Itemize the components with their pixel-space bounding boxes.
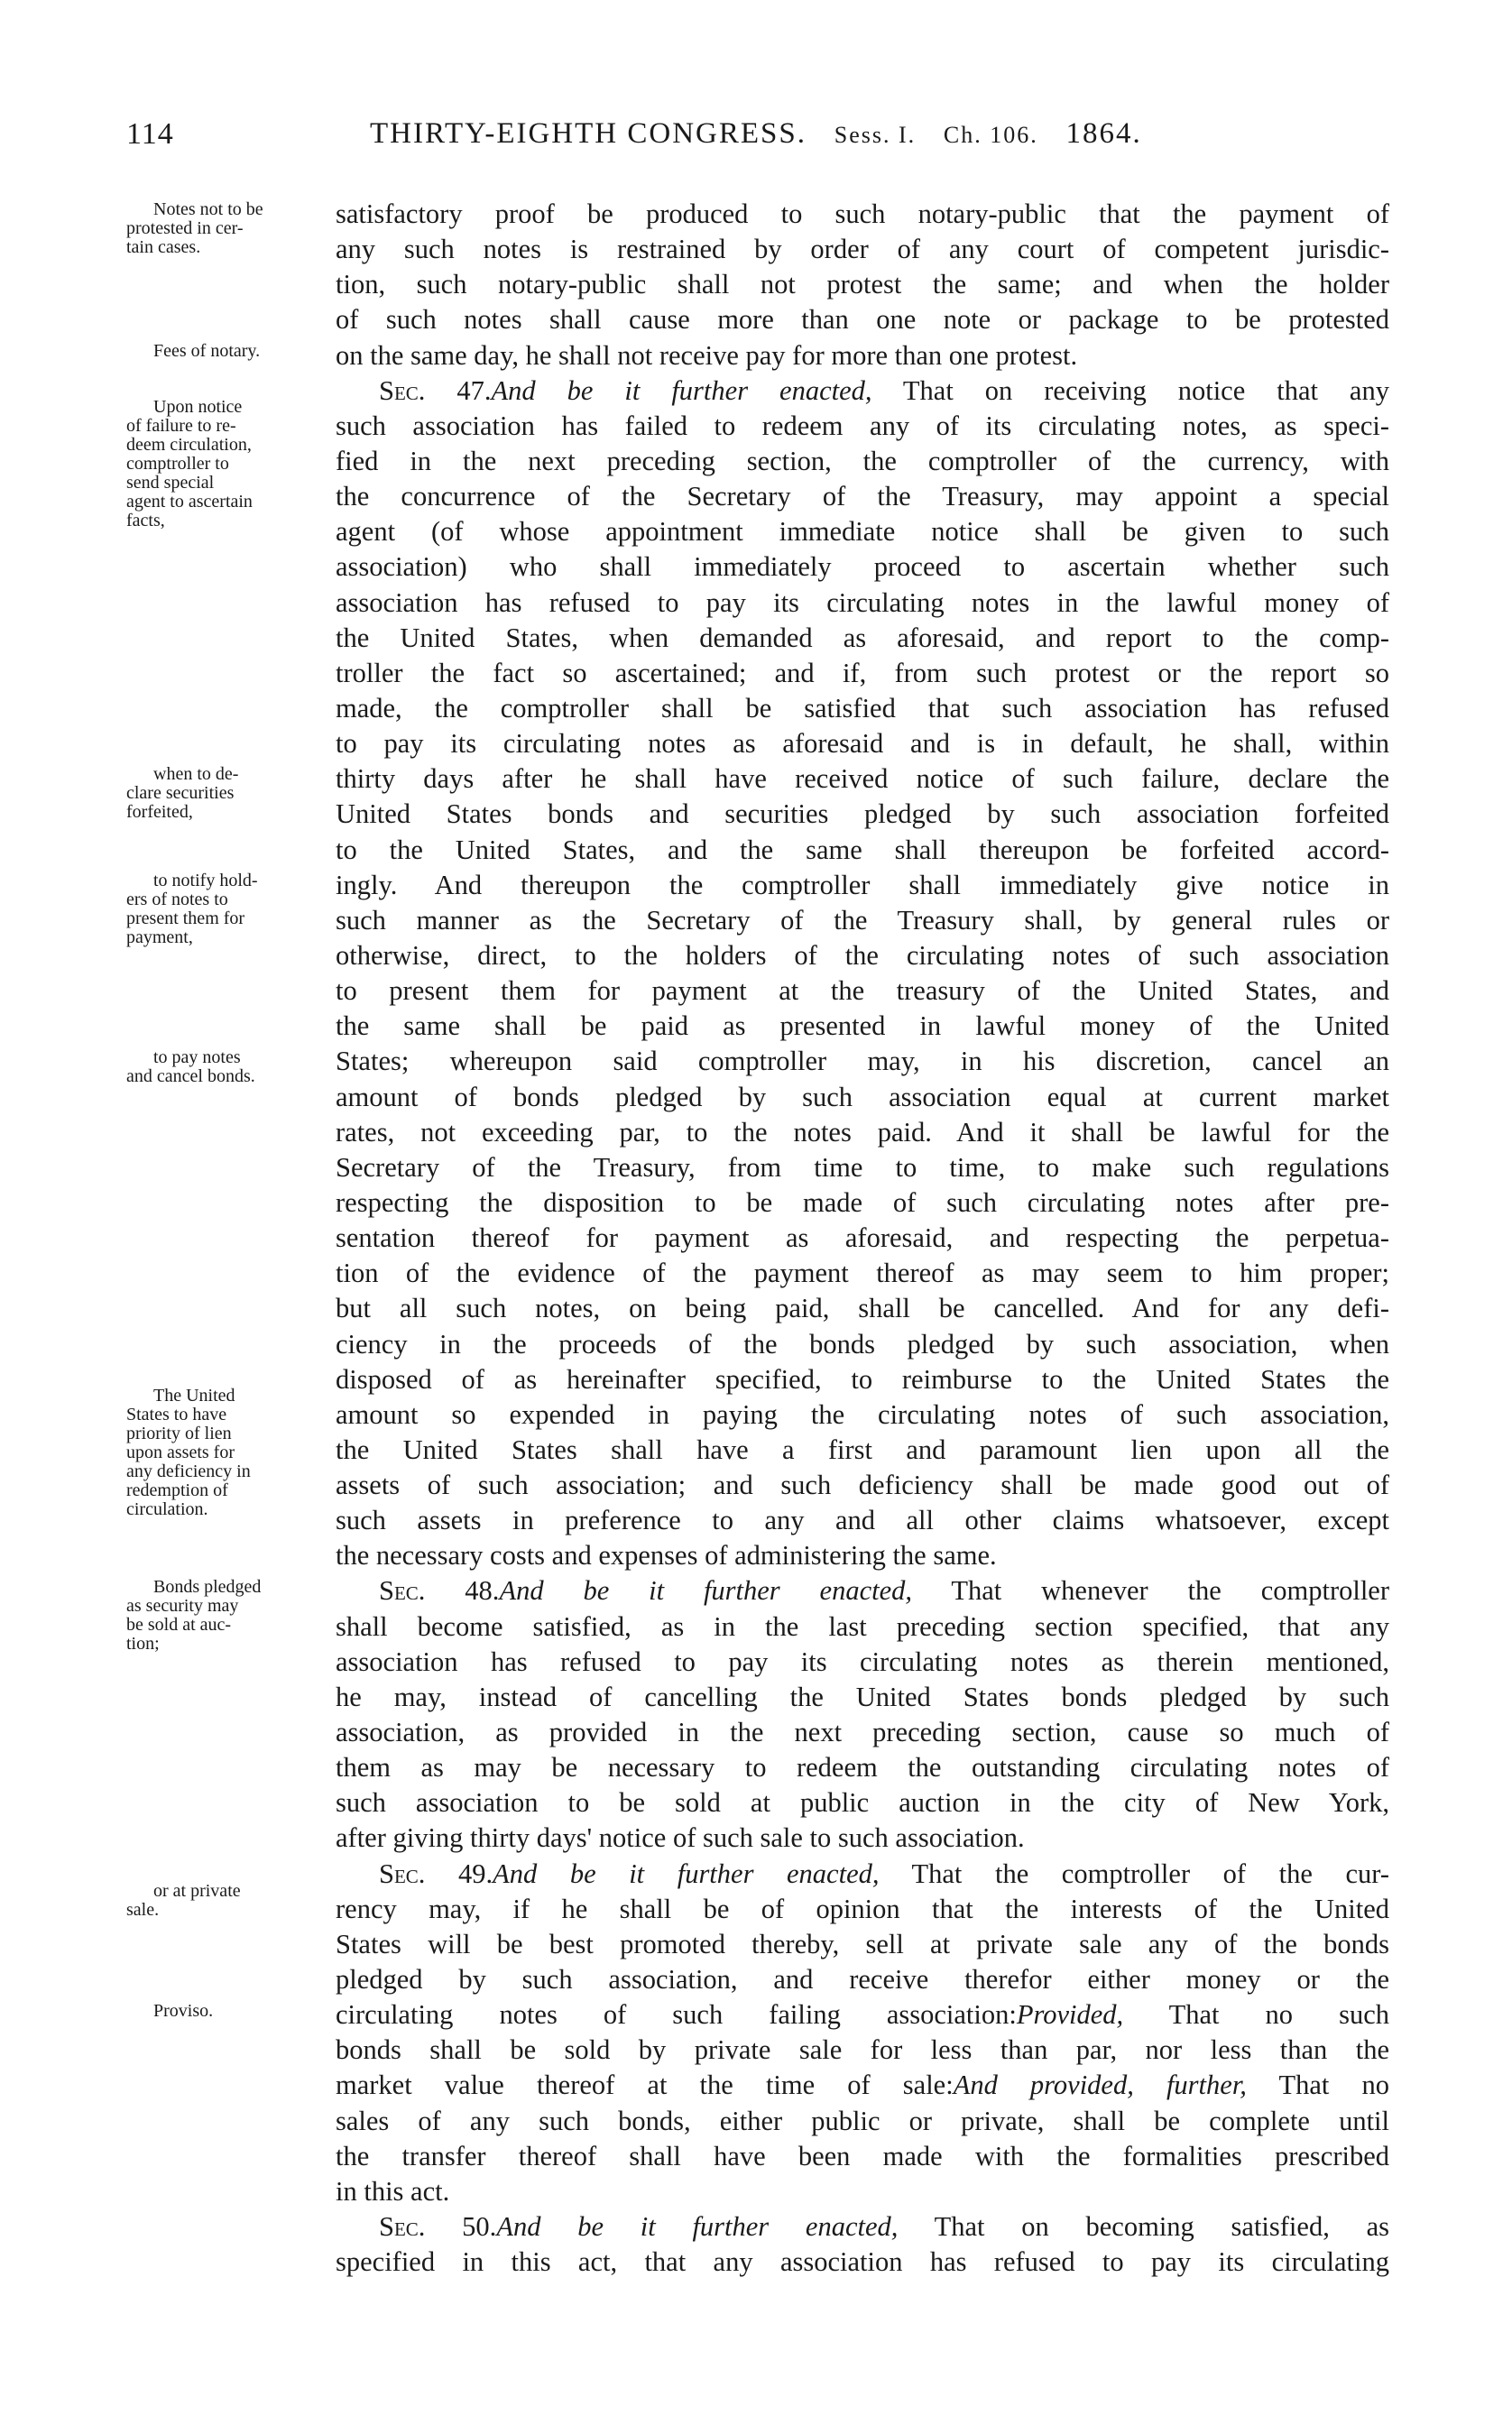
text-line xyxy=(126,1256,1389,1291)
text-line xyxy=(126,1291,1389,1326)
text-line xyxy=(126,1115,1389,1150)
chapter: Ch. 106. xyxy=(943,122,1038,148)
body-line: Sec. 48.And be it further enacted, That whenever the comptroller xyxy=(379,1575,1389,1607)
body-line: Sec. 49.And be it further enacted, That the comptroller of the cur- xyxy=(379,1858,1389,1889)
body-line: made, the comptroller shall be satisfied that such association has refused xyxy=(336,692,1389,724)
body-line: ciency in the proceeds of the bonds pledged by such association, when xyxy=(336,1328,1389,1360)
text-line xyxy=(126,2245,1389,2280)
body-line: agent (of whose appointment immediate notice shall be given to such xyxy=(336,516,1389,548)
section-number: Sec. 50. xyxy=(379,2211,497,2243)
body-line: sales of any such bonds, either public or private, shall be complete until xyxy=(336,2105,1389,2136)
text-line xyxy=(126,549,1389,585)
body-line: the transfer thereof shall have been made with the formalities prescribed xyxy=(336,2140,1389,2171)
text-line xyxy=(126,1221,1389,1256)
text-line xyxy=(126,1821,1389,1856)
text-line xyxy=(126,1150,1389,1185)
text-line xyxy=(126,726,1389,761)
margin-note: Fees of notary. xyxy=(153,340,261,361)
body-line: fied in the next preceding section, the comptroller of the currency, with xyxy=(336,445,1389,476)
page-header xyxy=(126,117,1389,162)
body-line: tion of the evidence of the payment thereof as may seem to him proper; xyxy=(336,1258,1389,1289)
body-line: the concurrence of the Secretary of the Treasury, may appoint a special xyxy=(336,481,1389,512)
text-line xyxy=(126,1927,1389,1962)
body-line: specified in this act, that any association has refused to pay its circulating xyxy=(336,2246,1389,2278)
body-line: of such notes shall cause more than one note or package to be protested xyxy=(336,304,1389,336)
margin-note: Bonds pledged as security may be sold at auc- tion; xyxy=(126,1576,262,1654)
body-line: the necessary costs and expenses of administering the same. xyxy=(336,1540,997,1572)
text-line xyxy=(126,691,1389,726)
text-line xyxy=(126,656,1389,691)
text-line xyxy=(126,2104,1389,2139)
body-line: Sec. 50.And be it further enacted, That on becoming satisfied, as xyxy=(379,2211,1389,2243)
body-line: satisfactory proof be produced to such notary-public that the payment of xyxy=(336,198,1389,229)
body-line: bonds shall be sold by private sale for less than par, nor less than the xyxy=(336,2034,1389,2066)
body-line: otherwise, direct, to the holders of the circulating notes of such association xyxy=(336,939,1389,971)
body-line: market value thereof at the time of sale:And provided, further, That no xyxy=(336,2070,1390,2101)
body-line: but all such notes, on being paid, shall be cancelled. And for any defi- xyxy=(336,1293,1389,1324)
body-line: the United States shall have a first and paramount lien upon all the xyxy=(336,1434,1389,1465)
body-line: respecting the disposition to be made of such circulating notes after pre- xyxy=(336,1186,1389,1218)
body-line: association) who shall immediately proceed to ascertain whether such xyxy=(336,551,1389,583)
running-head xyxy=(370,117,1142,151)
body-line: Secretary of the Treasury, from time to time, to make such regulations xyxy=(336,1151,1389,1183)
margin-note: Proviso. xyxy=(153,2000,214,2021)
margin-note: Upon notice of failure to re- deem circulation, comptroller to send special agent to ascertain facts, xyxy=(126,397,253,531)
text-line xyxy=(126,1327,1389,1362)
margin-note: or at private sale. xyxy=(126,1880,241,1920)
section-number: Sec. 48. xyxy=(379,1575,500,1607)
text-line xyxy=(126,973,1389,1009)
text-line xyxy=(126,1538,1389,1573)
body-line: association, as provided in the next preceding section, cause so much of xyxy=(336,1717,1389,1748)
text-line xyxy=(126,833,1389,868)
text-line xyxy=(126,1750,1389,1785)
body-line: them as may be necessary to redeem the outstanding circulating notes of xyxy=(336,1752,1389,1784)
body-line: assets of such association; and such deficiency shall be made good out of xyxy=(336,1470,1389,1501)
body-line: tion, such notary-public shall not protest the same; and when the holder xyxy=(336,269,1389,300)
text-line xyxy=(126,621,1389,656)
body-line: such manner as the Secretary of the Treasury shall, by general rules or xyxy=(336,904,1389,936)
page-number: 114 xyxy=(126,117,174,151)
body-line: to the United States, and the same shall thereupon be forfeited accord- xyxy=(336,834,1389,865)
body-line: such association to be sold at public auction in the city of New York, xyxy=(336,1787,1389,1819)
text-line xyxy=(126,1962,1389,1997)
text-line xyxy=(126,2174,1389,2209)
margin-note: to pay notes and cancel bonds. xyxy=(126,1046,255,1086)
text-line xyxy=(126,1009,1389,1044)
text-line xyxy=(126,1785,1389,1821)
body-line: association has refused to pay its circulating notes in the lawful money of xyxy=(336,586,1389,618)
body-line: the United States, when demanded as aforesaid, and report to the comp- xyxy=(336,622,1389,653)
margin-note: The United States to have priority of lien upon assets for any deficiency in redemption of circulation. xyxy=(126,1386,251,1520)
text-line xyxy=(126,1185,1389,1221)
body-line: amount so expended in paying the circulating notes of such association, xyxy=(336,1398,1389,1430)
body-line: thirty days after he shall have received notice of such failure, declare the xyxy=(336,763,1389,795)
text-line xyxy=(126,267,1389,302)
body-line: after giving thirty days' notice of such sale to such association. xyxy=(336,1822,1025,1854)
body-line: such assets in preference to any and all other claims whatsoever, except xyxy=(336,1505,1389,1536)
margin-note: Notes not to be protested in cer- tain cases. xyxy=(126,199,263,257)
section-number: Sec. 47. xyxy=(379,374,492,406)
body-line: any such notes is restrained by order of any court of competent jurisdic- xyxy=(336,234,1389,265)
body-line: Sec. 47.And be it further enacted, That on receiving notice that any xyxy=(379,374,1389,406)
body-line: circulating notes of such failing association:Provided, That no such xyxy=(336,1999,1389,2031)
body-line: the same shall be paid as presented in lawful money of the United xyxy=(336,1010,1389,1042)
body-line: disposed of as hereinafter specified, to reimburse to the United States the xyxy=(336,1363,1389,1395)
body-line: he may, instead of cancelling the United States bonds pledged by such xyxy=(336,1681,1389,1712)
body-line: to pay its circulating notes as aforesaid and is in default, he shall, within xyxy=(336,728,1389,760)
margin-note: when to de- clare securities forfeited, xyxy=(126,764,239,823)
body-line: on the same day, he shall not receive pay for more than one protest. xyxy=(336,339,1078,371)
year: 1864. xyxy=(1065,117,1142,150)
margin-note: to notify hold- ers of notes to present them for payment, xyxy=(126,870,258,947)
session: Sess. I. xyxy=(834,122,917,148)
body-line: troller the fact so ascertained; and if, from such protest or the report so xyxy=(336,657,1389,688)
body-line: States will be best promoted thereby, sell at private sale any of the bonds xyxy=(336,1928,1389,1959)
body-line: to present them for payment at the treasury of the United States, and xyxy=(336,975,1389,1007)
text-line xyxy=(126,302,1389,337)
text-line xyxy=(126,1715,1389,1750)
body-line: shall become satisfied, as in the last preceding section specified, that any xyxy=(336,1610,1389,1642)
statute-text xyxy=(126,197,1389,2280)
text-line xyxy=(126,585,1389,621)
running-title: THIRTY-EIGHTH CONGRESS. xyxy=(370,117,807,150)
body-line: in this act. xyxy=(336,2175,450,2207)
section-number: Sec. 49. xyxy=(379,1858,493,1889)
body-line: amount of bonds pledged by such association equal at current market xyxy=(336,1081,1389,1112)
text-line xyxy=(126,1680,1389,1715)
body-line: ingly. And thereupon the comptroller shall immediately give notice in xyxy=(336,869,1389,900)
body-line: such association has failed to redeem any of its circulating notes, as speci- xyxy=(336,410,1389,441)
body-line: pledged by such association, and receive therefor either money or the xyxy=(336,1964,1389,1996)
body-line: United States bonds and securities pledged by such association forfeited xyxy=(336,798,1389,830)
body-line: association has refused to pay its circulating notes as therein mentioned, xyxy=(336,1646,1389,1677)
text-line xyxy=(126,2033,1389,2068)
text-line xyxy=(126,2068,1389,2103)
body-line: rates, not exceeding par, to the notes paid. And it shall be lawful for the xyxy=(336,1116,1389,1148)
text-line xyxy=(126,2209,1389,2245)
body-line: rency may, if he shall be of opinion that the interests of the United xyxy=(336,1893,1389,1924)
text-line xyxy=(126,2139,1389,2174)
body-line: States; whereupon said comptroller may, in his discretion, cancel an xyxy=(336,1046,1389,1077)
body-line: sentation thereof for payment as aforesaid, and respecting the perpetua- xyxy=(336,1222,1389,1254)
